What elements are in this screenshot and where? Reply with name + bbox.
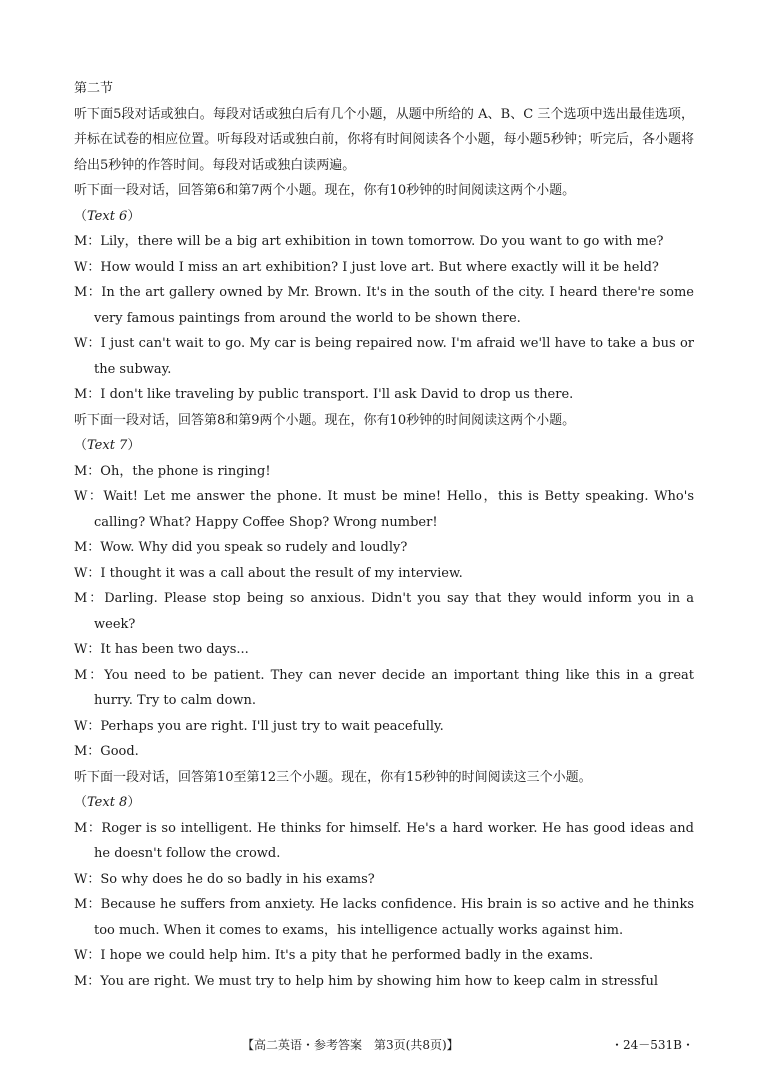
dialogue-line: W：I just can't wait to go. My car is being repaired now. I'm afraid we'll have to take a bus or the subway. — [74, 336, 694, 377]
dialogue-line: W：So why does he do so badly in his exams? — [74, 871, 375, 887]
text-8-intro: 听下面一段对话，回答第10至第12三个小题。现在，你有15秒钟的时间阅读这三个小题。 — [74, 769, 592, 785]
section-title: 第二节 — [74, 81, 114, 96]
dialogue-line: M：Roger is so intelligent. He thinks for himself. He's a hard worker. He has good ideas and he doesn't follow the crowd. — [74, 820, 694, 861]
dialogue-line: W：Perhaps you are right. I'll just try to wait peacefully. — [74, 718, 444, 734]
dialogue-line: M：Because he suffers from anxiety. He lacks confidence. His brain is so active and he thinks too much. When it comes to exams，his intelligence actually works against him. — [74, 897, 694, 938]
dialogue-line: M：I don't like traveling by public transport. I'll ask David to drop us there. — [74, 387, 574, 402]
answer-page — [74, 76, 694, 994]
text-6-block — [74, 178, 694, 408]
text-6-label: （Text 6） — [74, 208, 141, 224]
text-7-label: （Text 7） — [74, 438, 141, 453]
dialogue-line: M：Oh，the phone is ringing! — [74, 463, 271, 479]
dialogue-line: M：In the art gallery owned by Mr. Brown. It's in the south of the city. I heard there're some very famous paintings from around the world to be shown there. — [74, 285, 694, 326]
text-7-intro: 听下面一段对话，回答第8和第9两个小题。现在，你有10秒钟的时间阅读这两个小题。 — [74, 412, 576, 428]
dialogue-line: W：I hope we could help him. It's a pity that he performed badly in the exams. — [74, 948, 594, 963]
dialogue-line: W：It has been two days... — [74, 642, 249, 657]
footer-title: 【高二英语・参考答案 第3页(共8页)】 — [242, 1038, 459, 1052]
dialogue-line: W：How would I miss an art exhibition? I just love art. But where exactly will it be held? — [74, 259, 659, 275]
text-8-label: （Text 8） — [74, 795, 141, 810]
text-8-block — [74, 765, 694, 995]
footer-code: ・24－531B・ — [611, 1038, 694, 1052]
dialogue-line: M：Wow. Why did you speak so rudely and loudly? — [74, 540, 408, 555]
listening-instructions: 听下面5段对话或独白。每段对话或独白后有几个小题，从题中所给的 A、B、C 三个选项中选出最佳选项，并标在试卷的相应位置。听每段对话或独白前，你将有时间阅读各个小题，每小题5秒钟；听完后，各小题将给出5秒钟的作答时间。每段对话或独白读两遍。 — [74, 106, 694, 173]
dialogue-line: M：You need to be patient. They can never decide an important thing like this in a great hurry. Try to calm down. — [74, 667, 694, 708]
dialogue-line: M：Darling. Please stop being so anxious. Didn't you say that they would inform you in a week? — [74, 591, 694, 632]
dialogue-line: W：Wait! Let me answer the phone. It must be mine! Hello，this is Betty speaking. Who's calling? What? Happy Coffee Shop? Wrong number! — [74, 489, 694, 530]
dialogue-line: W：I thought it was a call about the result of my interview. — [74, 565, 463, 581]
dialogue-line: M：You are right. We must try to help him by showing him how to keep calm in stressful — [74, 973, 658, 989]
dialogue-line: M：Lily，there will be a big art exhibition in town tomorrow. Do you want to go with me? — [74, 234, 664, 249]
text-7-block — [74, 408, 694, 765]
dialogue-line: M：Good. — [74, 744, 139, 759]
text-6-intro: 听下面一段对话，回答第6和第7两个小题。现在，你有10秒钟的时间阅读这两个小题。 — [74, 183, 576, 198]
